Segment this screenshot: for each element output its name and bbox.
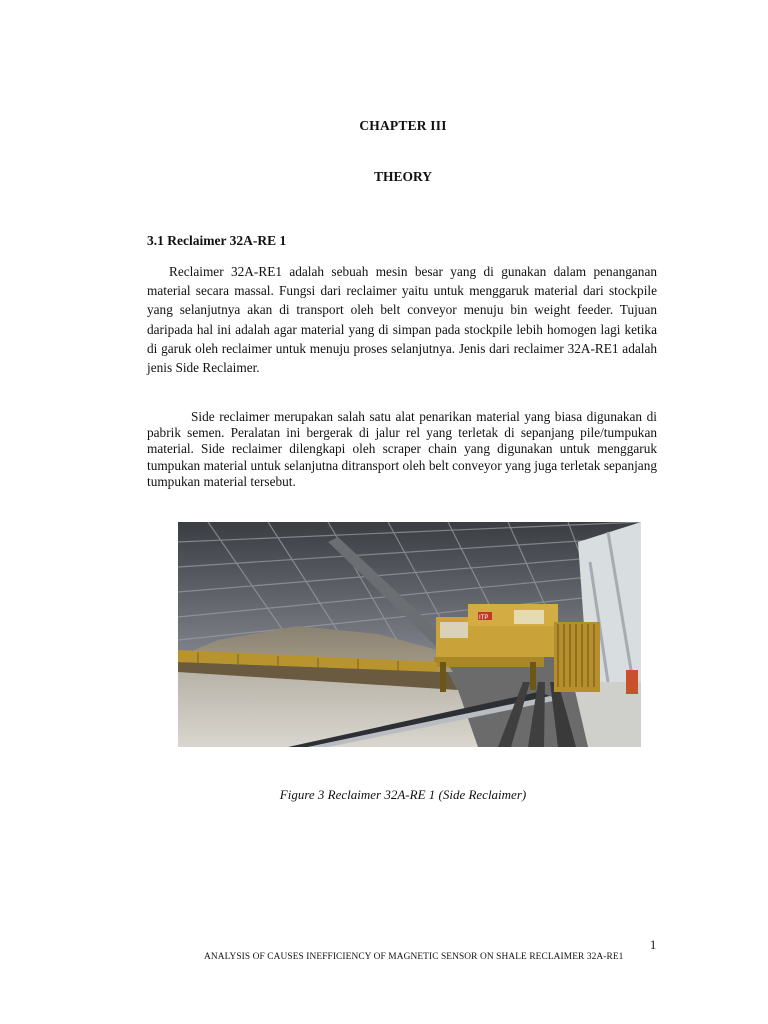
section-heading: 3.1 Reclaimer 32A-RE 1 [147, 233, 287, 248]
reclaimer-photo [178, 522, 641, 747]
running-footer: ANALYSIS OF CAUSES INEFFICIENCY OF MAGNETIC SENSOR ON SHALE RECLAIMER 32A-RE1 [204, 952, 624, 962]
chapter-heading: CHAPTER III [359, 118, 447, 133]
page-number: 1 [650, 938, 657, 952]
machine-label: ITP [479, 615, 489, 621]
chapter-title: THEORY [373, 169, 433, 184]
figure-caption: Figure 3 Reclaimer 32A-RE 1 (Side Reclaimer) [279, 787, 527, 802]
paragraph-side-reclaimer: Side reclaimer merupakan salah satu alat penarikan material yang biasa digunakan di pabrik semen. Peralatan ini bergerak di jalur rel yang terletak di sepanjang pile/tumpukan material. Side reclaimer dilengkapi oleh scraper chain yang digunakan untuk menggaruk tumpukan material untuk selanjutna ditransport oleh belt conveyor yang juga terletak sepanjang tumpukan material tersebut. [147, 409, 657, 489]
paragraph-reclaimer-intro: Reclaimer 32A-RE1 adalah sebuah mesin besar yang di gunakan dalam penanganan material secara massal. Fungsi dari reclaimer yaitu untuk menggaruk material dari stockpile yang selanjutnya akan di transport oleh belt conveyor menuju bin weight feeder. Tujuan daripada hal ini adalah agar material yang di simpan pada stockpile lebih homogen lagi ketika di garuk oleh reclaimer untuk menuju proses selanjutnya. Jenis dari reclaimer 32A-RE1 adalah jenis Side Reclaimer. [147, 264, 657, 376]
